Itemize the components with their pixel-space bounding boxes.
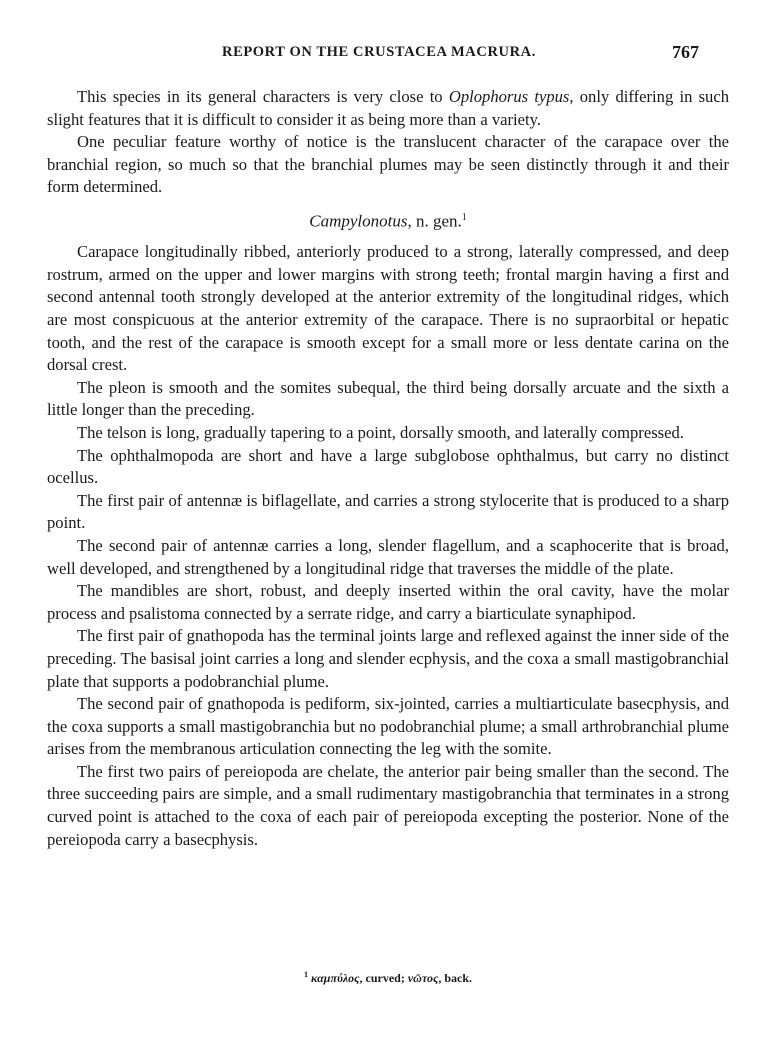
species-name: Oplophorus typus — [448, 87, 570, 106]
paragraph-first-gnathopoda: The first pair of gnathopoda has the terminal joints large and reflexed against the inner side of the preceding. The basisal joint carries a long and slender ecphysis, and the coxa a small mastigobranchial plate that supports a podobranchial plume. — [47, 626, 729, 691]
paragraph-mandibles: The mandibles are short, robust, and deeply inserted within the oral cavity, have the molar process and psalistoma connected by a serrate ridge, and carry a biarticulate synaphipod. — [47, 581, 729, 623]
paragraph-telson: The telson is long, gradually tapering to a point, dorsally smooth, and laterally compressed. — [77, 422, 684, 442]
paragraph-translucent-carapace: One peculiar feature worthy of notice is the translucent character of the carapace over the branchial region, so much so that the branchial plumes may be seen distinctly through it and their form determined. — [47, 132, 729, 197]
genus-name: Campylonotus — [309, 211, 408, 231]
paragraph-species-note: This species in its general characters is very close to Oplophorus typus, only differing in such slight features that it is difficult to consider it as being more than a variety. — [47, 87, 729, 129]
paragraph-first-antennae: The first pair of antennæ is biflagellate, and carries a strong stylocerite that is produced to a sharp point. — [47, 490, 729, 533]
paragraph-ophthalmopoda: The ophthalmopoda are short and have a large subglobose ophthalmus, but carry no distinct ocellus. — [47, 445, 729, 488]
footnote-greek-back: νῶτος — [407, 971, 439, 985]
paragraph-pleon: The pleon is smooth and the somites subequal, the third being dorsally arcuate and the sixth a little longer than the preceding. — [47, 377, 729, 420]
body-text — [47, 86, 729, 851]
footnote: $^1$ καμπύλος, curved; νῶτος, back. — [303, 970, 473, 985]
paragraph-second-gnathopoda: The second pair of gnathopoda is pediform, six-jointed, carries a multiarticulate basecphysis, and the coxa supports a small mastigobranchia but no podobranchial plume; a small arthrobranchial plume arises from the membranous articulation connecting the leg with the somite. — [47, 694, 729, 759]
footnote-greek-curved: καμπύλος — [310, 971, 360, 985]
footnote-reference: 1 — [461, 211, 467, 223]
running-header — [0, 44, 776, 68]
paragraph-pereiopoda: The first two pairs of pereiopoda are chelate, the anterior pair being smaller than the second. The three succeeding pairs are simple, and a small rudimentary mastigobranchia that terminates in a strong curved point is attached to the coxa of each pair of pereiopoda excepting the posterior. None of the pereiopoda carry a basecphysis. — [47, 761, 729, 849]
paragraph-carapace: Carapace longitudinally ribbed, anteriorly produced to a strong, laterally compressed, and deep rostrum, armed on the upper and lower margins with strong teeth; frontal margin having a first and second antennal tooth strongly developed at the anterior extremity of the longitudinal ridges, which are most conspicuous at the anterior extremity of the carapace. There is no supraorbital or hepatic tooth, and the rest of the carapace is smooth except for a small more or less dentate carina on the dorsal crest. — [47, 242, 729, 375]
page-number: 767 — [672, 42, 699, 62]
genus-heading: Campylonotus, n. gen.$^1$ — [309, 211, 467, 231]
footnote-mark: 1 — [303, 970, 308, 979]
running-title: REPORT ON THE CRUSTACEA MACRURA. — [222, 44, 536, 60]
paragraph-second-antennae: The second pair of antennæ carries a long, slender flagellum, and a scaphocerite that is broad, well developed, and strengthened by a longitudinal ridge that traverses the middle of the plate. — [47, 535, 729, 578]
